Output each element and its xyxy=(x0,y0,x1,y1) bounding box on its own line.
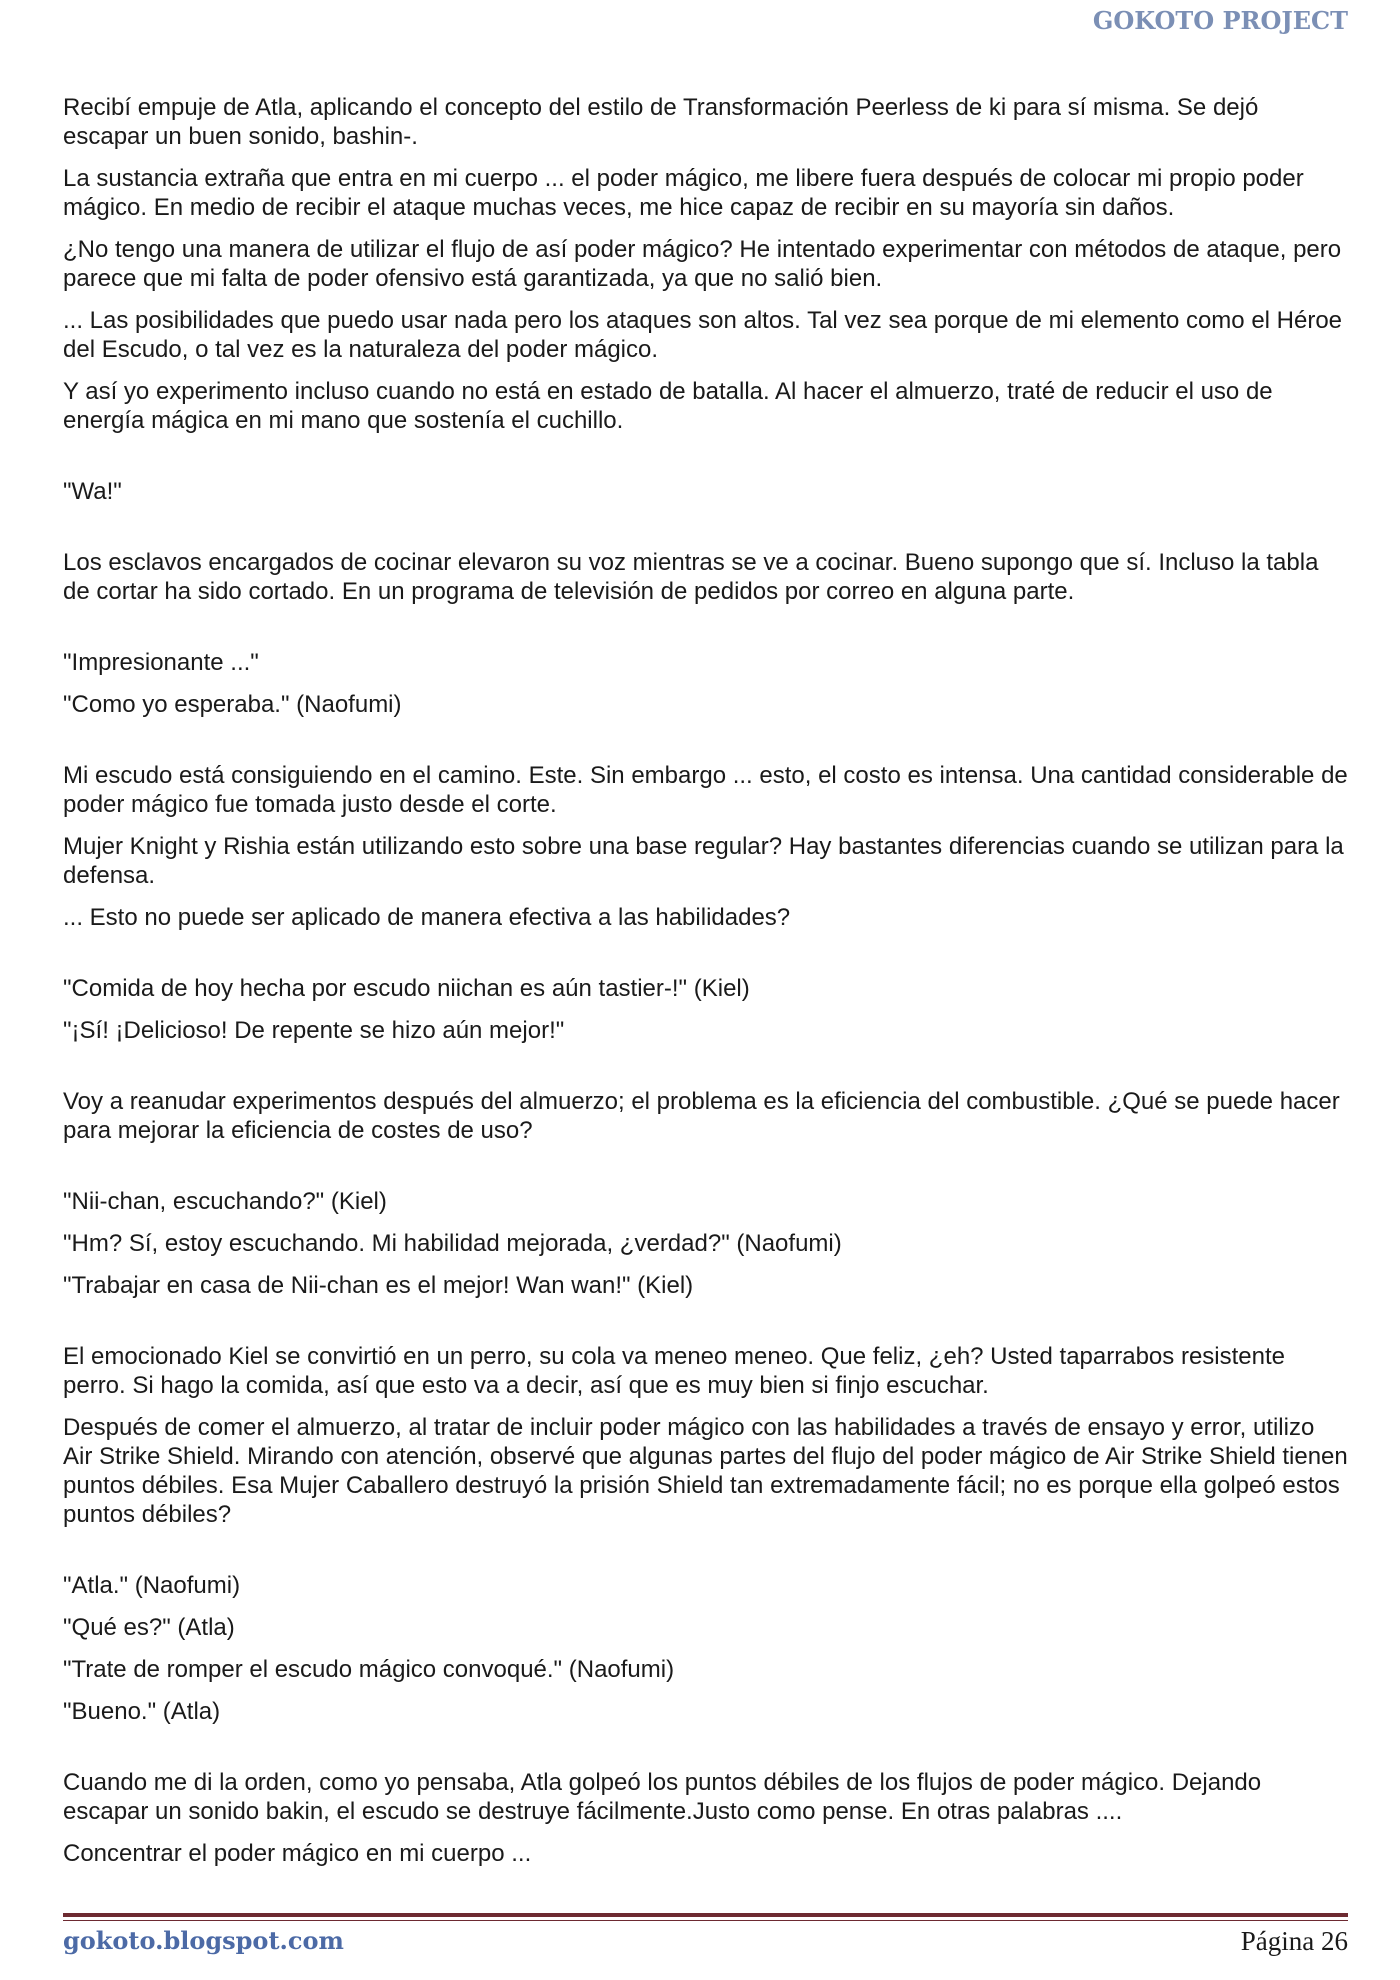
dialogue-line: "Trate de romper el escudo mágico convoqué." (Naofumi) xyxy=(63,1656,675,1683)
paragraph: Cuando me di la orden, como yo pensaba, Atla golpeó los puntos débiles de los flujos de poder mágico. Dejando escapar un sonido bakin, el escudo se destruye fácilmente.Justo como pense. En otras palabras .... xyxy=(63,1769,1262,1825)
dialogue-line: "Como yo esperaba." (Naofumi) xyxy=(63,691,402,718)
dialogue-line: "Bueno." (Atla) xyxy=(63,1698,221,1725)
page-number: Página 26 xyxy=(1240,1926,1348,1956)
footer-divider xyxy=(63,1913,1348,1917)
paragraph: ... Las posibilidades que puedo usar nada pero los ataques son altos. Tal vez sea porque de mi elemento como el Héroe del Escudo, o tal vez es la naturaleza del poder mágico. xyxy=(63,307,1343,363)
dialogue-line: "Atla." (Naofumi) xyxy=(63,1572,241,1599)
dialogue-line: "¡Sí! ¡Delicioso! De repente se hizo aún mejor!" xyxy=(63,1017,565,1044)
paragraph: Recibí empuje de Atla, aplicando el concepto del estilo de Transformación Peerless de ki para sí misma. Se dejó escapar un buen sonido, bashin-. xyxy=(63,94,1259,150)
dialogue-line: "Qué es?" (Atla) xyxy=(63,1614,235,1641)
footer-divider-thin xyxy=(63,1920,1348,1921)
paragraph: ... Esto no puede ser aplicado de manera efectiva a las habilidades? xyxy=(63,904,791,931)
paragraph: Después de comer el almuerzo, al tratar de incluir poder mágico con las habilidades a través de ensayo y error, utilizo Air Strike Shield. Mirando con atención, observé que algunas partes del flujo del poder mágico de Air Strike Shield tienen puntos débiles. Esa Mujer Caballero destruyó la prisión Shield tan extremadamente fácil; no es porque ella golpeó estos puntos débiles? xyxy=(63,1414,1348,1528)
paragraph: El emocionado Kiel se convirtió en un perro, su cola va meneo meneo. Que feliz, ¿eh? Usted taparrabos resistente perro. Si hago la comida, así que esto va a decir, así que es muy bien si finjo escuchar. xyxy=(63,1343,1285,1399)
document-body xyxy=(63,93,1348,1881)
footer-site-link[interactable]: gokoto.blogspot.com xyxy=(63,1926,344,1955)
paragraph: ¿No tengo una manera de utilizar el flujo de así poder mágico? He intentado experimentar con métodos de ataque, pero parece que mi falta de poder ofensivo está garantizada, ya que no salió bien. xyxy=(63,236,1342,292)
dialogue-line: "Nii-chan, escuchando?" (Kiel) xyxy=(63,1188,387,1215)
dialogue-line: "Trabajar en casa de Nii-chan es el mejor! Wan wan!" (Kiel) xyxy=(63,1272,694,1299)
dialogue-line: "Comida de hoy hecha por escudo niichan es aún tastier-!" (Kiel) xyxy=(63,975,750,1002)
paragraph: Y así yo experimento incluso cuando no está en estado de batalla. Al hacer el almuerzo, traté de reducir el uso de energía mágica en mi mano que sostenía el cuchillo. xyxy=(63,378,1273,434)
paragraph: Concentrar el poder mágico en mi cuerpo ... xyxy=(63,1840,532,1867)
dialogue-line: "Wa!" xyxy=(63,478,122,505)
header-brand: GOKOTO PROJECT xyxy=(1092,6,1348,35)
dialogue-line: "Impresionante ..." xyxy=(63,649,259,676)
paragraph: Mujer Knight y Rishia están utilizando esto sobre una base regular? Hay bastantes diferencias cuando se utilizan para la defensa. xyxy=(63,833,1344,889)
paragraph: Mi escudo está consiguiendo en el camino. Este. Sin embargo ... esto, el costo es intensa. Una cantidad considerable de poder mágico fue tomada justo desde el corte. xyxy=(63,762,1348,818)
paragraph: La sustancia extraña que entra en mi cuerpo ... el poder mágico, me libere fuera después de colocar mi propio poder mágico. En medio de recibir el ataque muchas veces, me hice capaz de recibir en su mayoría sin daños. xyxy=(63,165,1304,221)
paragraph: Voy a reanudar experimentos después del almuerzo; el problema es la eficiencia del combustible. ¿Qué se puede hacer para mejorar la eficiencia de costes de uso? xyxy=(63,1088,1340,1144)
dialogue-line: "Hm? Sí, estoy escuchando. Mi habilidad mejorada, ¿verdad?" (Naofumi) xyxy=(63,1230,842,1257)
paragraph: Los esclavos encargados de cocinar elevaron su voz mientras se ve a cocinar. Bueno supongo que sí. Incluso la tabla de cortar ha sido cortado. En un programa de televisión de pedidos por correo en alguna parte. xyxy=(63,549,1319,605)
